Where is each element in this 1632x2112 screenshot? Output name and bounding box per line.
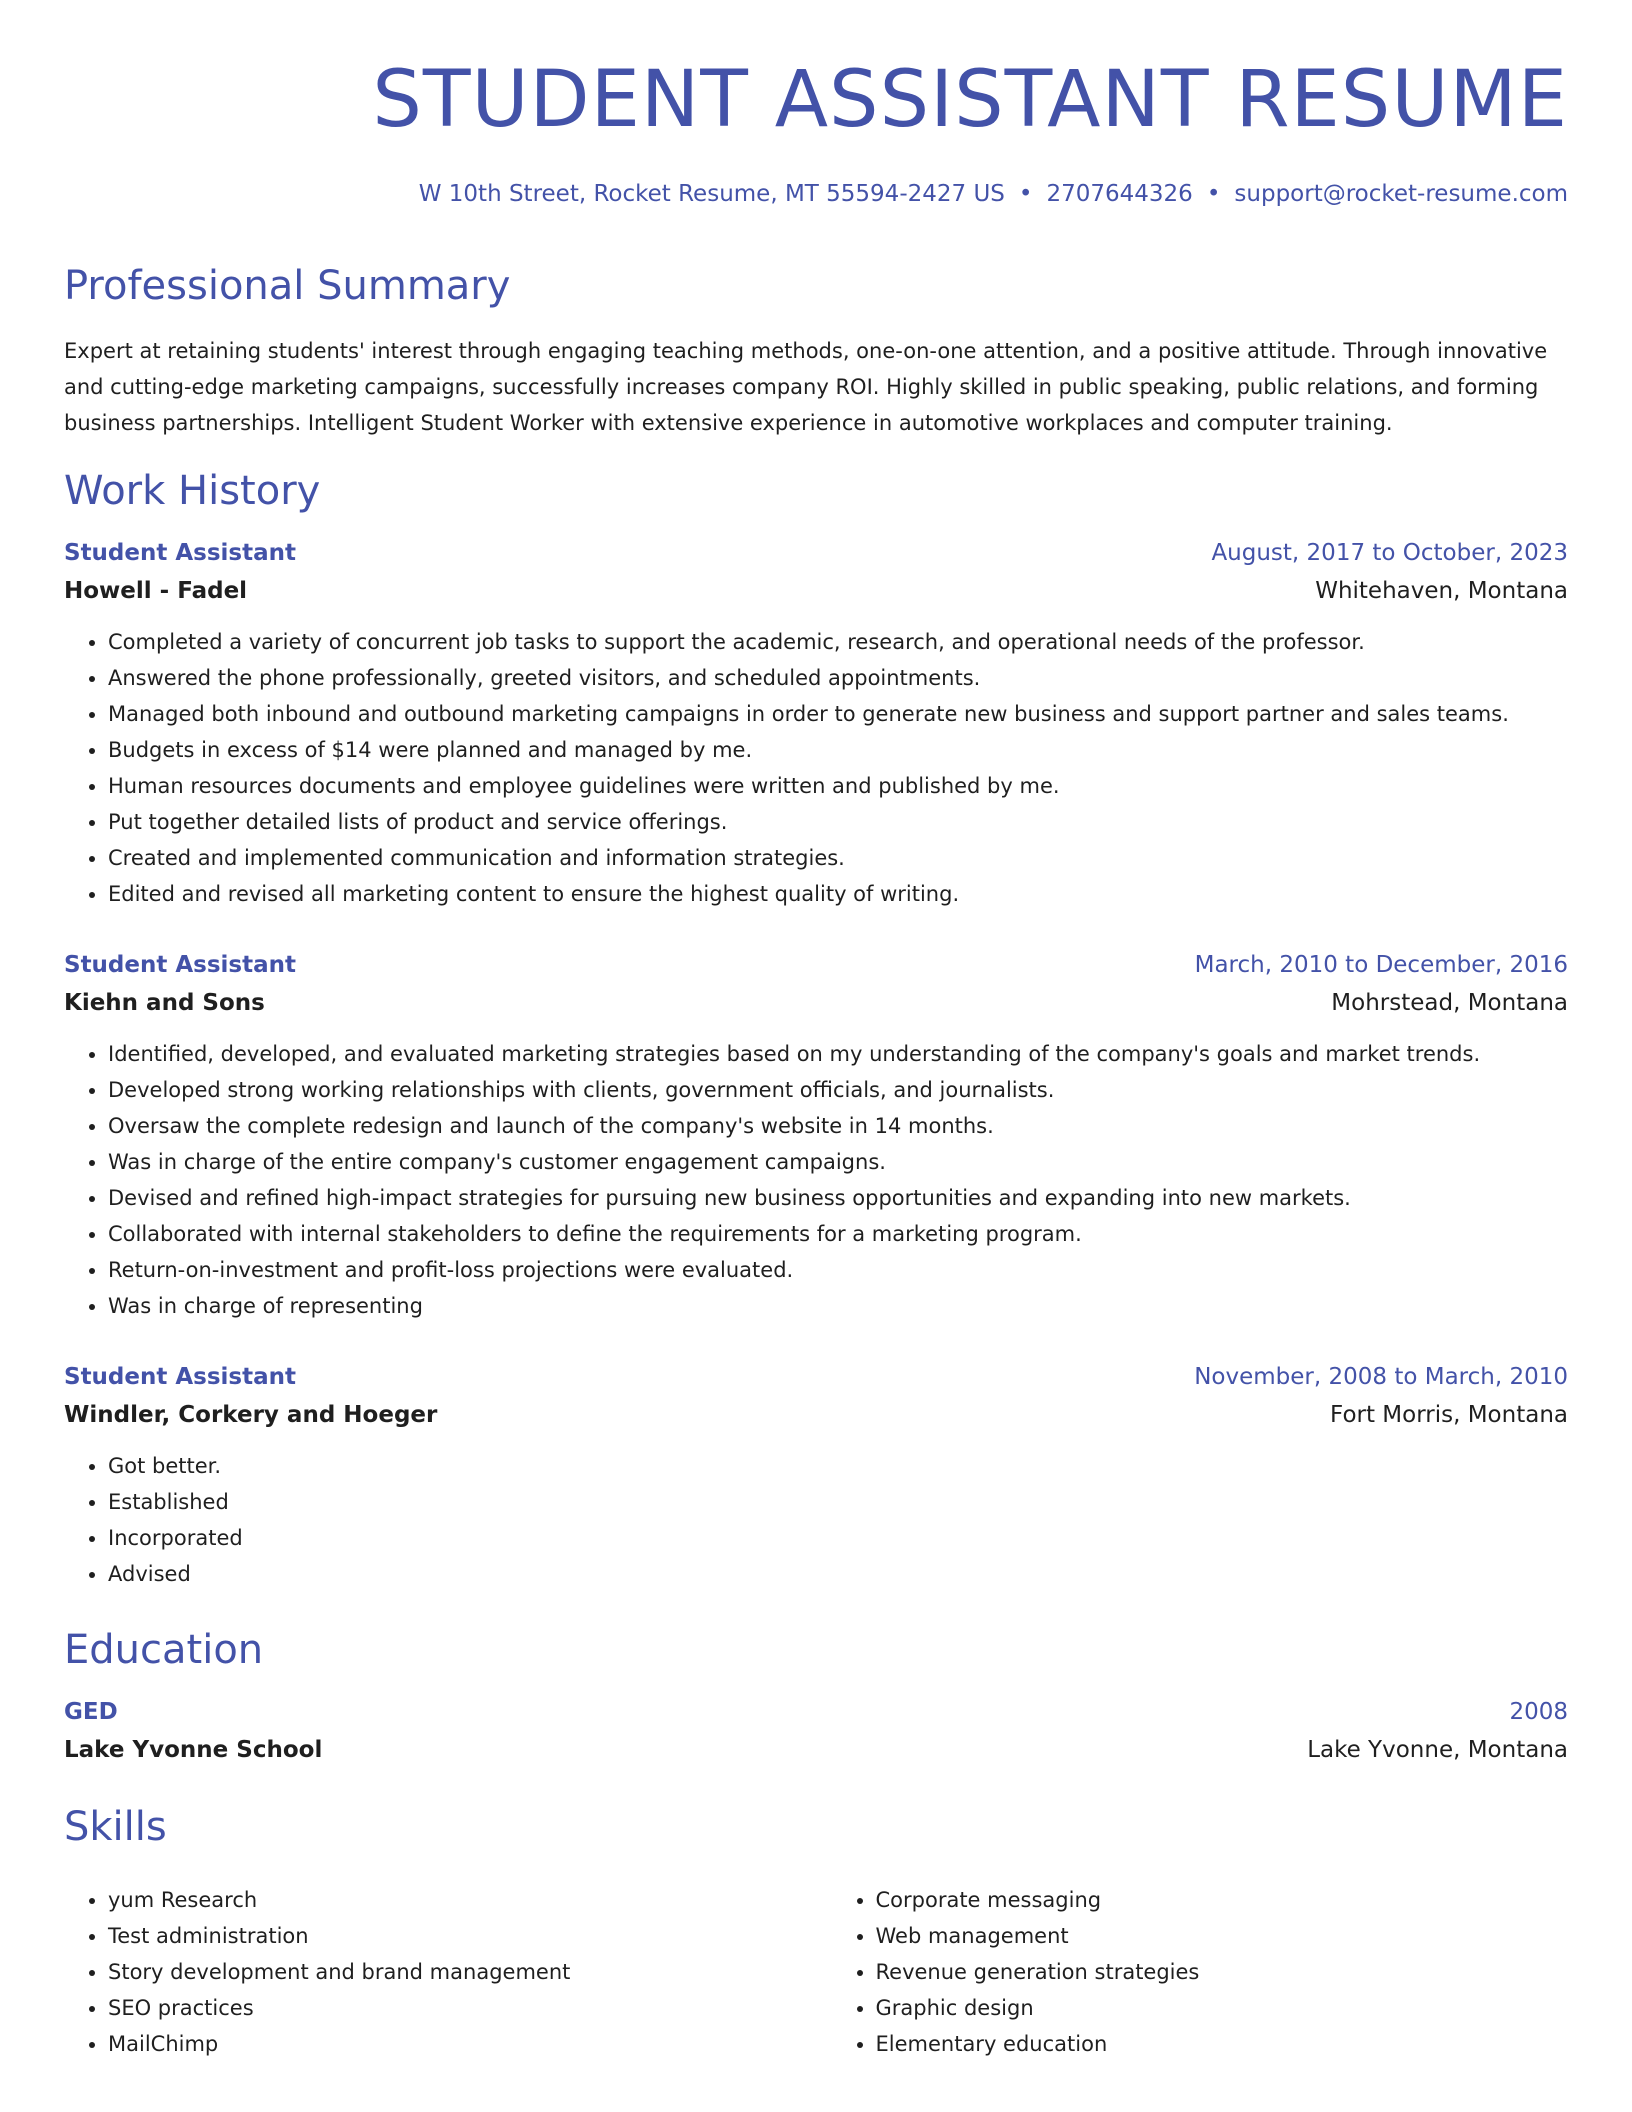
list-item: • Story development and brand management: [108, 1954, 801, 1990]
job-entry: [64, 534, 1568, 912]
contact-separator: •: [1206, 181, 1221, 207]
list-item: • yum Research: [108, 1882, 801, 1918]
list-item: • Elementary education: [876, 2026, 1569, 2062]
job-header-row: [64, 534, 1568, 572]
list-item: • Revenue generation strategies: [876, 1954, 1569, 1990]
work-history-heading: Work History: [64, 468, 321, 514]
education-heading: Education: [64, 1627, 264, 1673]
education-school-row: [64, 1731, 1568, 1769]
contact-email: support@rocket-resume.com: [1234, 181, 1568, 207]
list-item: • Devised and refined high-impact strategies for pursuing new business opportunities and expanding into new markets.: [108, 1180, 1568, 1216]
job-dates: March, 2010 to December, 2016: [1194, 952, 1568, 978]
list-item: • Oversaw the complete redesign and launch of the company's website in 14 months.: [108, 1108, 1568, 1144]
skills-column-right: [832, 1882, 1569, 2062]
resume-title: STUDENT ASSISTANT RESUME: [372, 55, 1568, 145]
list-item: • Graphic design: [876, 1990, 1569, 2026]
job-dates: August, 2017 to October, 2023: [1211, 540, 1568, 566]
list-item: • Incorporated: [108, 1520, 1568, 1556]
job-entry: [64, 946, 1568, 1324]
education-degree: GED: [64, 1699, 118, 1725]
summary-heading: Professional Summary: [64, 263, 511, 309]
list-item: • Edited and revised all marketing content to ensure the highest quality of writing.: [108, 876, 1568, 912]
list-item: • Created and implemented communication and information strategies.: [108, 840, 1568, 876]
list-item: • Got better.: [108, 1448, 1568, 1484]
job-bullets: [64, 1448, 1568, 1592]
job-header-row: [64, 1358, 1568, 1396]
skills-column-left: [64, 1882, 801, 2062]
list-item: • Developed strong working relationships with clients, government officials, and journalists.: [108, 1072, 1568, 1108]
skills-list: [64, 1882, 1568, 2062]
summary-text: Expert at retaining students' interest through engaging teaching methods, one-on-one attention, and a positive attitude. Through innovative and cutting-edge marketing campaigns, successfully increases company ROI. Highly skilled in public speaking, public relations, and forming business partnerships. Intelligent Student Worker with extensive experience in automotive workplaces and computer training.: [64, 339, 1548, 435]
job-header-row: [64, 946, 1568, 984]
job-title: Student Assistant: [64, 1364, 297, 1390]
list-item: • Answered the phone professionally, greeted visitors, and scheduled appointments.: [108, 660, 1568, 696]
job-company: Windler, Corkery and Hoeger: [64, 1402, 438, 1428]
list-item: • Test administration: [108, 1918, 801, 1954]
job-dates: November, 2008 to March, 2010: [1194, 1364, 1568, 1390]
job-title: Student Assistant: [64, 540, 297, 566]
list-item: • Put together detailed lists of product and service offerings.: [108, 804, 1568, 840]
list-item: • Corporate messaging: [876, 1882, 1569, 1918]
job-company: Kiehn and Sons: [64, 990, 265, 1016]
list-item: • Collaborated with internal stakeholders to define the requirements for a marketing program.: [108, 1216, 1568, 1252]
education-school: Lake Yvonne School: [64, 1737, 323, 1763]
list-item: • Human resources documents and employee guidelines were written and published by me.: [108, 768, 1568, 804]
skills-heading: Skills: [64, 1804, 167, 1850]
job-company-row: [64, 984, 1568, 1022]
job-location: Fort Morris, Montana: [1330, 1402, 1568, 1428]
job-location: Whitehaven, Montana: [1315, 578, 1568, 604]
job-bullets: [64, 1036, 1568, 1324]
list-item: • Managed both inbound and outbound marketing campaigns in order to generate new business and support partner and sales teams.: [108, 696, 1568, 732]
education-location: Lake Yvonne, Montana: [1307, 1737, 1568, 1763]
list-item: • Web management: [876, 1918, 1569, 1954]
list-item: • Established: [108, 1484, 1568, 1520]
job-location: Mohrstead, Montana: [1331, 990, 1568, 1016]
job-entry: [64, 1358, 1568, 1592]
job-company-row: [64, 1396, 1568, 1434]
list-item: • Was in charge of representing: [108, 1288, 1568, 1324]
education-year: 2008: [1509, 1699, 1568, 1725]
job-bullets: [64, 624, 1568, 912]
education-header-row: [64, 1693, 1568, 1731]
contact-phone: 2707644326: [1046, 181, 1193, 207]
contact-line: [419, 178, 1568, 210]
contact-separator: •: [1018, 181, 1033, 207]
list-item: • Identified, developed, and evaluated marketing strategies based on my understanding of the company's goals and market trends.: [108, 1036, 1568, 1072]
list-item: • SEO practices: [108, 1990, 801, 2026]
job-company: Howell - Fadel: [64, 578, 248, 604]
education-entry: [64, 1693, 1568, 1769]
job-title: Student Assistant: [64, 952, 297, 978]
list-item: • Advised: [108, 1556, 1568, 1592]
contact-address: W 10th Street, Rocket Resume, MT 55594-2427 US: [418, 181, 1005, 207]
list-item: • Return-on-investment and profit-loss projections were evaluated.: [108, 1252, 1568, 1288]
list-item: • Budgets in excess of $14 were planned and managed by me.: [108, 732, 1568, 768]
list-item: • Was in charge of the entire company's customer engagement campaigns.: [108, 1144, 1568, 1180]
job-company-row: [64, 572, 1568, 610]
list-item: • Completed a variety of concurrent job tasks to support the academic, research, and operational needs of the professor.: [108, 624, 1568, 660]
list-item: • MailChimp: [108, 2026, 801, 2062]
